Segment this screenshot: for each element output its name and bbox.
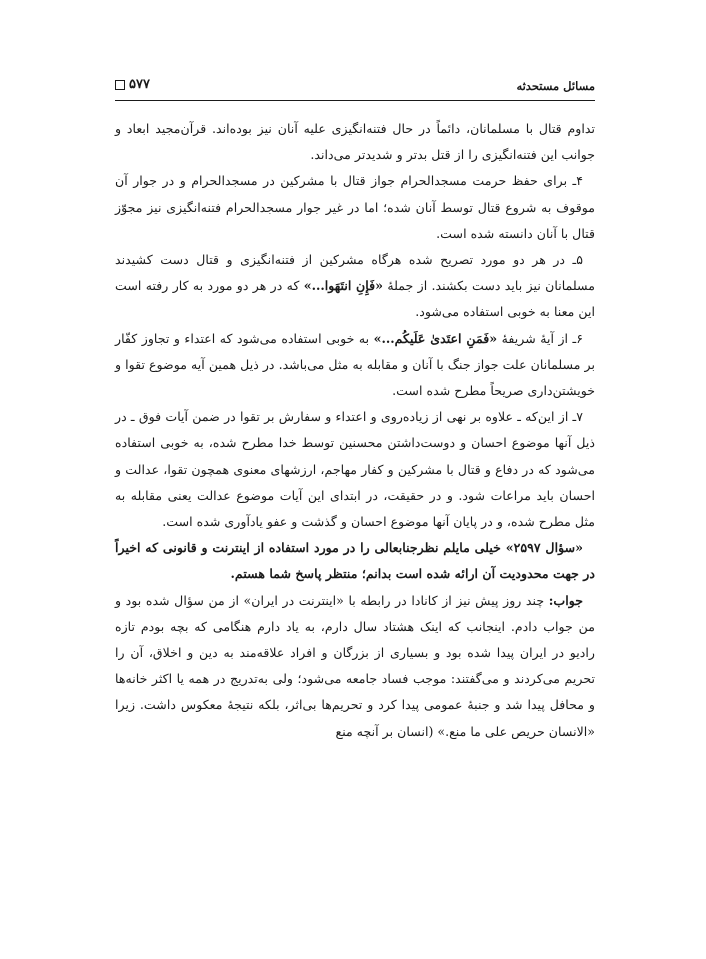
paragraph-1: تداوم قتال با مسلمانان، دائماً در حال فتنه‌انگیزی علیه آنان نیز بوده‌اند. قرآن‌مجید ابعاد و جوانب این فتنه‌انگیزی را از قتل بدتر و شدیدتر می‌داند. <box>115 121 595 163</box>
verse-quote: «فَإِنِ انتَهَوا...» <box>303 278 384 294</box>
paragraph-point-7: ۷ـ از این‌که ـ علاوه بر نهی از زیاده‌روی و اعتداء و سفارش بر تقوا در ضمن آیات فوق ـ در ذیل آنها موضوع احسان و دوست‌داشتن محسنین توسط خدا مطرح شده، به خوبی استفاده می‌شود که در دفاع و قتال با مشرکین و کفار مهاجم، ارزشهای معنوی همچون تقوا، عدالت و احسان باید مراعات شود. و در حقیقت، در ابتدای این آیات موضوع عدالت یعنی مقابله به مثل مطرح شده، و در پایان آنها موضوع احسان و گذشت و عفو یادآوری شده است. <box>115 409 595 530</box>
page-header <box>115 76 595 98</box>
paragraph-point-5 <box>115 247 595 326</box>
paragraph-point-4: ۴ـ برای حفظ حرمت مسجدالحرام جواز قتال با مشرکین در مسجدالحرام و در جوار آن موقوف به شروع قتال توسط آنان شده؛ اما در غیر جوار مسجدالحرام فتنه‌انگیزی نیز مجوّز قتال با آنان دانسته شده است. <box>115 173 595 241</box>
point-5-tail: که در هر دو مورد به کار رفته است این معنا به خوبی استفاده می‌شود. <box>115 278 595 320</box>
header-divider <box>115 100 595 101</box>
verse-quote: «فَمَنِ اعتَدىٰ عَلَيكُم...» <box>373 330 498 346</box>
point-5-lead: ۵ـ در هر دو مورد تصریح شده هرگاه مشرکین از فتنه‌انگیزی و قتال دست کشیدند مسلمانان نیز باید دست بکشند. از جملهٔ <box>115 252 595 294</box>
paragraph-point-6 <box>115 326 595 405</box>
square-bullet-icon <box>115 80 125 90</box>
page-number <box>115 77 150 92</box>
point-6-tail: به خوبی استفاده می‌شود که اعتداء و تجاوز کفّار بر مسلمانان علت جواز جنگ با آنان و مقابله به مثل می‌باشد. در ذیل همین آیه موضوع تقوا و خویشتن‌داری صریحاً مطرح شده است. <box>115 330 595 399</box>
body-text <box>115 116 595 745</box>
question-paragraph: «سؤال ۲۵۹۷» خیلی مایلم نظرجنابعالی را در مورد استفاده از اینترنت و قانونی که اخیراً در جهت محدودیت آن ارائه شده است بدانم؛ منتظر پاسخ شما هستم. <box>115 540 595 582</box>
point-6-lead: ۶ـ از آیهٔ شریفهٔ <box>497 330 583 346</box>
answer-label: جواب: <box>548 592 583 608</box>
answer-text: چند روز پیش نیز از کانادا در رابطه با «اینترنت در ایران» از من سؤال شده بود و من جواب دادم. اینجانب که اینک هشتاد سال دارم، به یاد دارم هنگامی که بچه بودم تازه رادیو در ایران پیدا شده بود و بسیاری از بزرگان و افراد علاقه‌مند به دین و اخلاق، آن را تحریم می‌کردند و می‌گفتند: موجب فساد جامعه می‌شود؛ ولی به‌تدریج در همه یا اکثر خانه‌ها و محافل پیدا شد و جنبهٔ عمومی پیدا کرد و تحریم‌ها بی‌اثر، بلکه نتیجهٔ معکوس داشت. زیرا «الانسان حریص علی ما منع.» (انسان بر آنچه منع <box>115 592 595 739</box>
answer-paragraph <box>115 588 595 745</box>
running-title: مسائل مستحدثه <box>516 79 595 93</box>
page-number-value: ۵۷۷ <box>129 77 150 92</box>
